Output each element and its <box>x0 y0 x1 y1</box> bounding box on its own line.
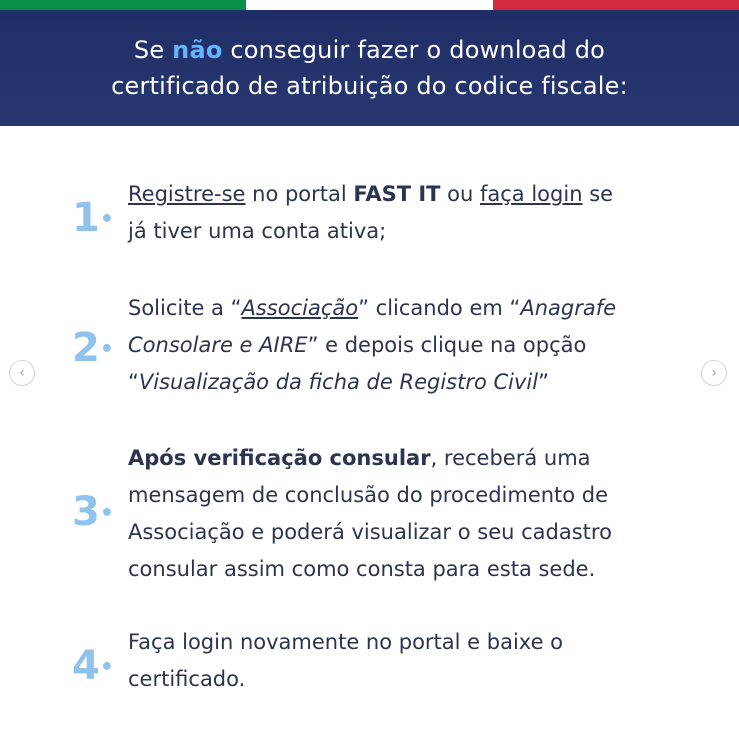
step-dot: • <box>99 501 114 526</box>
chevron-left-icon: ‹ <box>19 365 25 381</box>
step-dot: • <box>99 337 114 362</box>
step-number <box>72 325 114 371</box>
step-text-part: se <box>582 182 614 206</box>
step-line <box>128 290 688 327</box>
step-number-digit: 4 <box>72 643 100 689</box>
step-line <box>128 176 688 213</box>
italian-flag-stripe <box>0 0 739 10</box>
step-text-part: ” e depois clique na opção <box>307 333 587 357</box>
step-italic-part: Anagrafe <box>520 296 617 320</box>
step-line: Associação e poderá visualizar o seu cadastro <box>128 520 612 544</box>
login-link[interactable]: faça login <box>480 182 583 206</box>
step-italic-part: Consolare e AIRE <box>128 333 308 357</box>
step-number <box>72 195 114 241</box>
step-line <box>128 327 688 364</box>
step-bold-part: Após verificação consular <box>128 446 431 470</box>
step-text <box>128 624 688 698</box>
header-line-2: certificado de atribuição do codice fiscale: <box>111 72 628 100</box>
step-line: já tiver uma conta ativa; <box>128 219 387 243</box>
step-text <box>128 290 688 401</box>
step-line <box>128 440 688 477</box>
step-text <box>128 176 688 250</box>
step-italic-part: Visualização da ficha de Registro Civil <box>138 370 539 394</box>
header-line-1 <box>134 32 605 68</box>
register-link[interactable]: Registre-se <box>128 182 246 206</box>
step-number <box>72 489 114 535</box>
portal-name: FAST IT <box>353 182 441 206</box>
step-text-part: ” <box>538 370 549 394</box>
flag-white <box>246 0 493 10</box>
step-dot: • <box>99 207 114 232</box>
header-banner <box>0 10 739 126</box>
header-text: Se <box>133 36 173 64</box>
step-number <box>72 643 114 689</box>
step-line <box>128 364 688 401</box>
step-text-part: , receberá uma <box>430 446 591 470</box>
step-text-part: no portal <box>245 182 354 206</box>
step-text-part: ou <box>440 182 480 206</box>
carousel-next-button[interactable] <box>701 360 727 386</box>
flag-green <box>0 0 246 10</box>
step-line: consular assim como consta para esta sede. <box>128 557 596 581</box>
step-number-digit: 1 <box>72 195 100 241</box>
association-link[interactable]: Associação <box>241 296 359 320</box>
flag-red <box>493 0 739 10</box>
step-text-part: “ <box>128 370 139 394</box>
step-line: mensagem de conclusão do procedimento de <box>128 483 609 507</box>
step-text-part: ” clicando em “ <box>358 296 521 320</box>
header-highlight: não <box>172 36 223 64</box>
step-text <box>128 440 688 588</box>
chevron-right-icon: › <box>711 365 717 381</box>
step-number-digit: 2 <box>72 325 100 371</box>
step-dot: • <box>99 655 114 680</box>
step-line: Faça login novamente no portal e baixe o <box>128 630 564 654</box>
header-text: conseguir fazer o download do <box>222 36 606 64</box>
step-line: certificado. <box>128 667 246 691</box>
step-text-part: Solicite a “ <box>128 296 242 320</box>
carousel-prev-button[interactable] <box>9 360 35 386</box>
step-number-digit: 3 <box>72 489 100 535</box>
